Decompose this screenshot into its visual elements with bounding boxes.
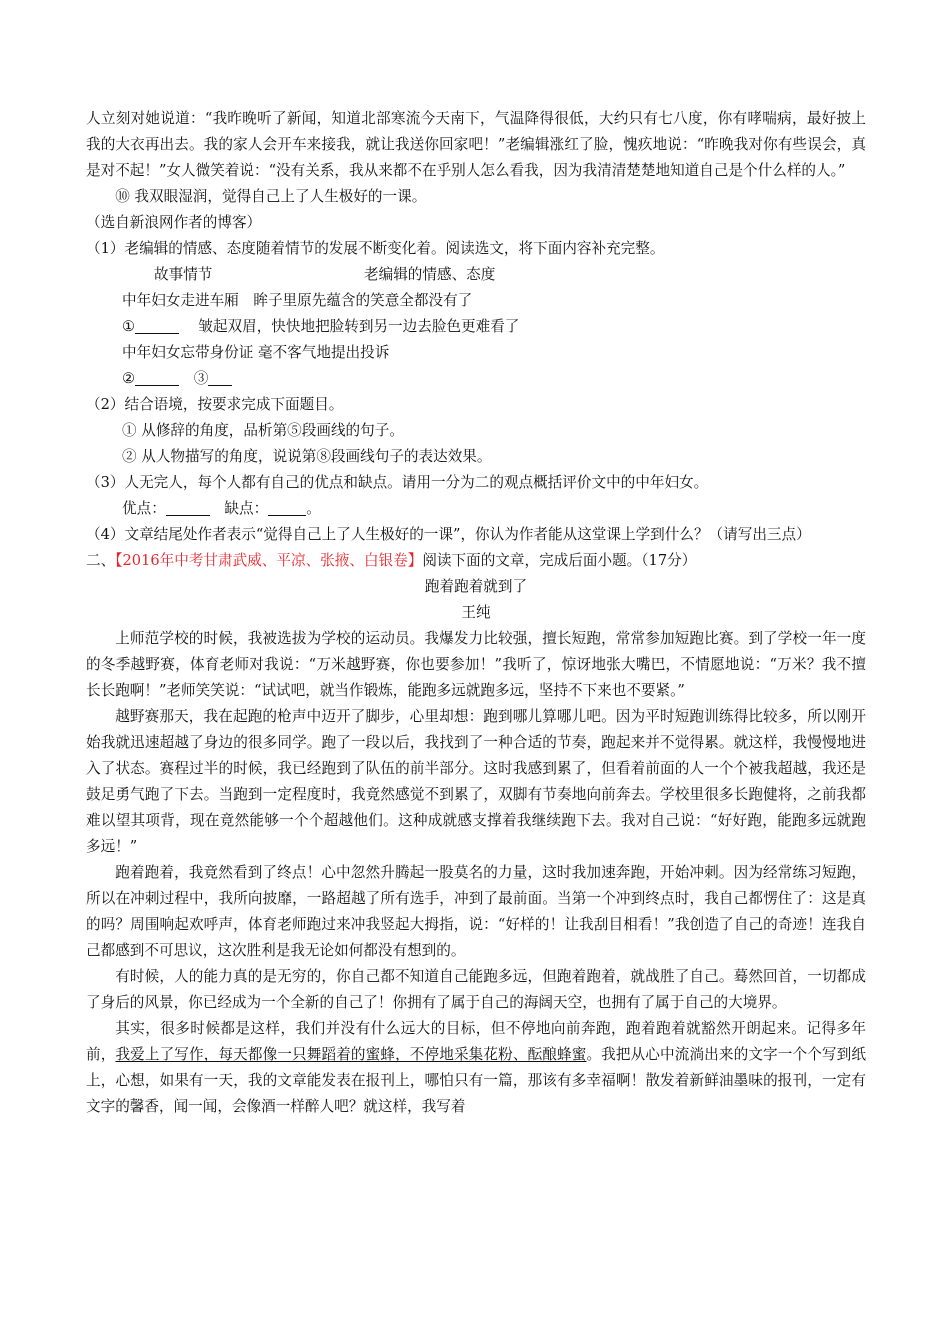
article-paragraph-5: [86, 1016, 866, 1120]
article-paragraph-1: 上师范学校的时候，我被选拔为学校的运动员。我爆发力比较强，擅长短跑，常常参加短跑比赛。到了学校一年一度的冬季越野赛，体育老师对我说：“万米越野赛，你也要参加！”我听了，惊讶地张大嘴巴，不情愿地说：“万米？我不擅长长跑啊！”老师笑笑说：“试试吧，就当作锻炼，能跑多远就跑多远，坚持不下来也不要紧。”: [86, 630, 866, 699]
paragraph-5-start: 其实，很多时候都是这样，我们并没有什么远大的目标，但不停地向前奔跑，跑着跑着就豁然开朗起来。记得多年前，: [86, 1020, 866, 1063]
table-row-1: 中年妇女走进车厢 眸子里原先蕴含的笑意全都没有了: [122, 292, 473, 309]
section-2-number: 二、: [86, 552, 116, 569]
paragraph-5-rest: 。我把从心中流淌出来的文字一个个写到纸上，心想，如果有一天，我的文章能发表在报刊上，哪怕只有一篇，那该有多幸福啊！散发着新鲜油墨味的报刊，一定有文字的馨香，闻一闻，会像酒一样醉人吧？就这样，我写着: [86, 1046, 866, 1115]
row-2-text: 皱起双眉，快快地把脸转到另一边去脸色更难看了: [179, 318, 520, 335]
column-plot: 故事情节: [154, 266, 213, 283]
question-4-stem: （4）文章结尾处作者表示“觉得自己上了人生极好的一课”，你认为作者能从这堂课上学到什么？（请写出三点）: [86, 526, 811, 543]
flaw-label: 缺点：: [209, 500, 269, 517]
answer-blank-1[interactable]: [135, 317, 179, 334]
paragraph-10: ⑩ 我双眼湿润，觉得自己上了人生极好的一课。: [115, 188, 427, 205]
flaw-blank[interactable]: [268, 499, 306, 516]
question-3-stem: （3）人无完人，每个人都有自己的优点和缺点。请用一分为二的观点概括评价文中的中年妇女。: [86, 474, 709, 491]
section-2-heading: [86, 548, 866, 574]
question-2-stem: （2）结合语境，按要求完成下面题目。: [86, 396, 344, 413]
table-row-4: [86, 366, 866, 392]
article-paragraph-3: 跑着跑着，我竟然看到了终点！心中忽然升腾起一股莫名的力量，这时我加速奔跑，开始冲刺。因为经常练习短跑，所以在冲刺过程中，我所向披靡，一路超越了所有选手，冲到了最前面。当第一个冲到终点时，我自己都愣住了：这是真的吗？周围响起欢呼声，体育老师跑过来冲我竖起大拇指，说：“好样的！让我刮目相看！”我创造了自己的奇迹！连我自己都感到不可思议，这次胜利是我无论如何都没有想到的。: [86, 864, 866, 959]
answer-blank-2[interactable]: [135, 369, 179, 386]
blank-number-3: ③: [179, 370, 209, 387]
question-3-answers: [86, 496, 866, 522]
paragraph-continued: 人立刻对她说道：“我昨晚听了新闻，知道北部寒流今天南下，气温降得很低，大约只有七八度，你有哮喘病，最好披上我的大衣再出去。我的家人会开车来接我，就让我送你回家吧！”老编辑涨红了脸，愧疚地说：“昨晚我对你有些误会，真是对不起！”女人微笑着说：“没有关系，我从来都不在乎别人怎么看我，因为我清清楚楚地知道自己是个什么样的人。”: [86, 110, 866, 179]
table-row-3: 中年妇女忘带身份证 毫不客气地提出投诉: [122, 344, 390, 361]
article-paragraph-2: 越野赛那天，我在起跑的枪声中迈开了脚步，心里却想：跑到哪儿算哪儿吧。因为平时短跑训练得比较多，所以刚开始我就迅速超越了身边的很多同学。跑了一段以后，我找到了一种合适的节奏，跑起来并不觉得累。就这样，我慢慢地进入了状态。赛程过半的时候，我已经跑到了队伍的前半部分。这时我感到累了，但看着前面的人一个个被我超越，我还是鼓足勇气跑了下去。当跑到一定程度时，我竟然感觉不到累了，双脚有节奏地向前奔去。学校里很多长跑健将，之前我都难以望其项背，现在竟然能够一个个超越他们。这种成就感支撑着我继续跑下去。我对自己说：“好好跑，能跑多远就跑多远！”: [86, 708, 866, 855]
section-2-instruction: 阅读下面的文章，完成后面小题。（17分）: [422, 552, 697, 569]
answer-end: 。: [306, 500, 321, 517]
section-2-source: 【2016年中考甘肃武威、平凉、张掖、白银卷】: [115, 552, 423, 569]
merit-blank[interactable]: [166, 499, 210, 516]
blank-number-2: ②: [122, 370, 136, 387]
column-attitude: 老编辑的情感、态度: [364, 266, 496, 283]
document-page: [86, 106, 866, 1120]
blank-number-1: ①: [122, 318, 136, 335]
underlined-sentence: 我爱上了写作，每天都像一只舞蹈着的蜜蜂，不停地采集花粉、酝酿蜂蜜: [115, 1046, 587, 1063]
question-2-item-1: ① 从修辞的角度，品析第⑤段画线的句子。: [122, 422, 404, 439]
question-2-item-2: ② 从人物描写的角度，说说第⑧段画线句子的表达效果。: [122, 448, 492, 465]
question-1-stem: （1）老编辑的情感、态度随着情节的发展不断变化着。阅读选文，将下面内容补充完整。: [86, 240, 665, 257]
article-author: 王纯: [461, 604, 491, 621]
article-title: 跑着跑着就到了: [424, 578, 528, 595]
source-note: （选自新浪网作者的博客）: [86, 214, 262, 231]
table-row-2: [86, 314, 866, 340]
article-paragraph-4: 有时候，人的能力真的是无穷的，你自己都不知道自己能跑多远，但跑着跑着，就战胜了自己。蓦然回首，一切都成了身后的风景，你已经成为一个全新的自己了！你拥有了属于自己的海阔天空，也拥有了属于自己的大境界。: [86, 968, 866, 1011]
table-header: [86, 262, 866, 288]
merit-label: 优点：: [122, 500, 166, 517]
answer-blank-3[interactable]: [208, 369, 232, 386]
